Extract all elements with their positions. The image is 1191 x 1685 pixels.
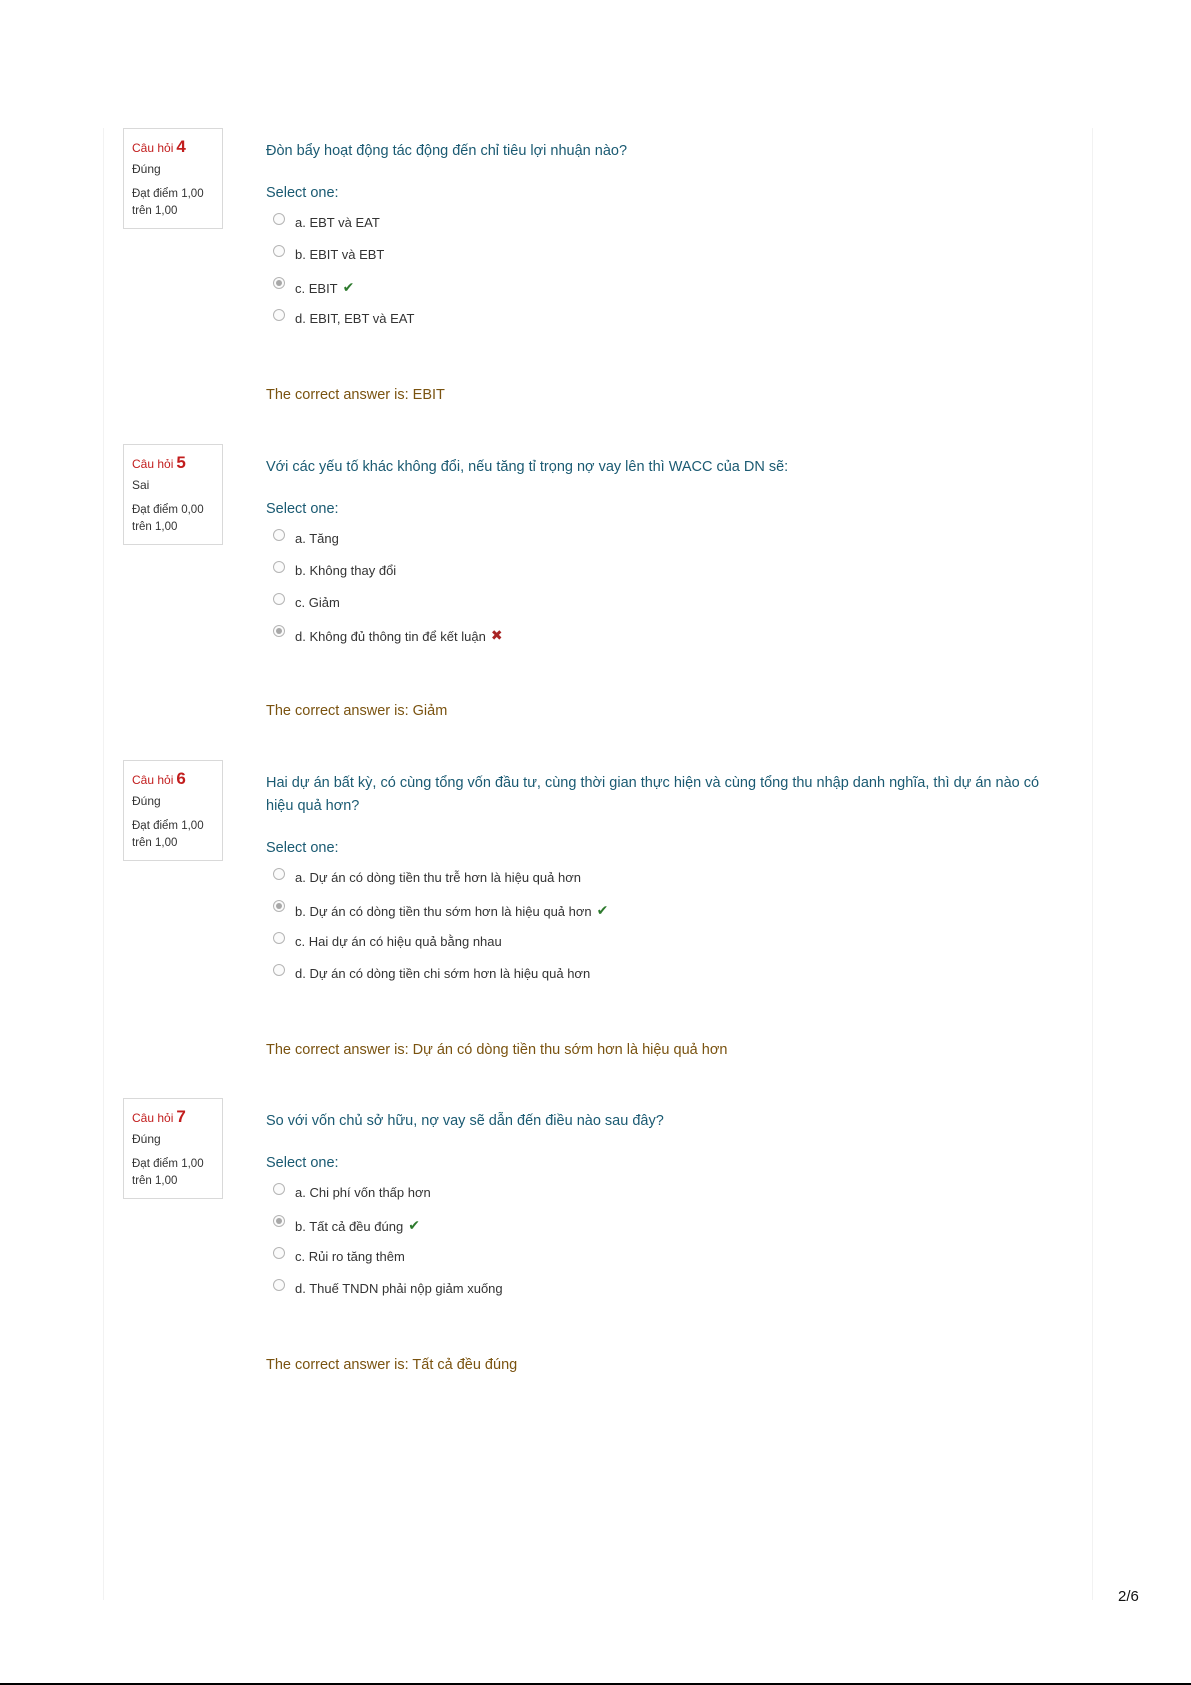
question-grade: Đạt điểm 1,00 trên 1,00 — [132, 820, 204, 849]
radio-button-selected[interactable] — [273, 625, 285, 637]
answer-option-c[interactable] — [266, 1241, 1056, 1273]
question-number — [132, 452, 222, 474]
question-number — [132, 1106, 222, 1128]
radio-button[interactable] — [273, 964, 285, 976]
question-label: Câu hỏi — [132, 141, 174, 155]
select-one-prompt: Select one: — [266, 840, 339, 856]
answer-option-a[interactable] — [266, 1177, 1056, 1209]
radio-button[interactable] — [273, 561, 285, 573]
question-content — [266, 444, 1056, 721]
check-icon: ✔ — [596, 902, 609, 918]
question-label: Câu hỏi — [132, 773, 174, 787]
answer-label: a. Dự án có dòng tiền thu trễ hơn là hiệu quả hơn — [295, 870, 581, 885]
answer-label: d. Dự án có dòng tiền chi sớm hơn là hiệu quả hơn — [295, 966, 591, 981]
question-grade: Đạt điểm 0,00 trên 1,00 — [132, 504, 204, 533]
answer-option-b[interactable] — [266, 555, 1056, 587]
check-icon: ✔ — [342, 279, 355, 295]
question-number-value: 6 — [176, 769, 186, 788]
answer-label: c. Rủi ro tăng thêm — [295, 1249, 405, 1264]
answer-option-c[interactable] — [266, 926, 1056, 958]
answer-label: a. Tăng — [295, 531, 339, 546]
question-info — [123, 444, 223, 545]
page-number: 2/6 — [1118, 1588, 1139, 1605]
question-state: Đúng — [132, 794, 161, 808]
select-one-prompt: Select one: — [266, 185, 339, 201]
radio-button[interactable] — [273, 245, 285, 257]
radio-button[interactable] — [273, 529, 285, 541]
radio-button[interactable] — [273, 1183, 285, 1195]
question-text: Hai dự án bất kỳ, có cùng tổng vốn đầu tư, cùng thời gian thực hiện và cùng tổng thu nhập danh nghĩa, thì dự án nào có hiệu quả hơn? — [266, 775, 1040, 814]
radio-button[interactable] — [273, 868, 285, 880]
answer-label: d. Không đủ thông tin để kết luận — [295, 629, 486, 644]
answer-label: d. Thuế TNDN phải nộp giảm xuống — [295, 1281, 503, 1296]
question-state: Đúng — [132, 1132, 161, 1146]
question-content — [266, 128, 1056, 405]
answer-option-d[interactable] — [266, 958, 1056, 990]
answer-list — [266, 523, 1056, 651]
answer-option-d[interactable] — [266, 303, 1056, 335]
question-number-value: 7 — [176, 1107, 186, 1126]
question-content — [266, 760, 1056, 1060]
answer-option-b[interactable] — [266, 1209, 1056, 1241]
check-icon: ✔ — [408, 1217, 420, 1233]
radio-button-selected[interactable] — [273, 277, 285, 289]
answer-label: c. EBIT — [295, 281, 338, 296]
question-text: So với vốn chủ sở hữu, nợ vay sẽ dẫn đến điều nào sau đây? — [266, 1113, 664, 1129]
correct-answer-text: The correct answer is: Tất cả đều đúng — [266, 1357, 518, 1373]
answer-label: c. Hai dự án có hiệu quả bằng nhau — [295, 934, 502, 949]
answer-option-b[interactable] — [266, 239, 1056, 271]
question-number-value: 5 — [176, 453, 186, 472]
radio-button[interactable] — [273, 1247, 285, 1259]
answer-option-a[interactable] — [266, 207, 1056, 239]
question-info — [123, 1098, 223, 1199]
answer-option-a[interactable] — [266, 523, 1056, 555]
answer-option-c[interactable] — [266, 587, 1056, 619]
answer-label: b. EBIT và EBT — [295, 247, 385, 262]
question-content — [266, 1098, 1056, 1375]
correct-answer-text: The correct answer is: Dự án có dòng tiền thu sớm hơn là hiệu quả hơn — [266, 1042, 728, 1058]
radio-button[interactable] — [273, 309, 285, 321]
answer-option-a[interactable] — [266, 862, 1056, 894]
answer-label: a. Chi phí vốn thấp hơn — [295, 1185, 431, 1200]
radio-button[interactable] — [273, 213, 285, 225]
question-info — [123, 128, 223, 229]
select-one-prompt: Select one: — [266, 1155, 339, 1171]
answer-list — [266, 862, 1056, 990]
answer-option-d[interactable] — [266, 619, 1056, 651]
correct-answer-text: The correct answer is: Giảm — [266, 703, 448, 719]
question-info — [123, 760, 223, 861]
question-text: Với các yếu tố khác không đổi, nếu tăng tỉ trọng nợ vay lên thì WACC của DN sẽ: — [266, 459, 789, 475]
correct-answer-text: The correct answer is: EBIT — [266, 387, 445, 403]
answer-label: c. Giảm — [295, 595, 340, 610]
question-state: Đúng — [132, 162, 161, 176]
answer-label: b. Không thay đổi — [295, 563, 397, 578]
answer-option-d[interactable] — [266, 1273, 1056, 1305]
answer-label: d. EBIT, EBT và EAT — [295, 311, 415, 326]
radio-button[interactable] — [273, 932, 285, 944]
question-grade: Đạt điểm 1,00 trên 1,00 — [132, 188, 204, 217]
answer-list — [266, 1177, 1056, 1305]
radio-button-selected[interactable] — [273, 1215, 285, 1227]
question-number-value: 4 — [176, 137, 186, 156]
radio-button[interactable] — [273, 593, 285, 605]
radio-button-selected[interactable] — [273, 900, 285, 912]
select-one-prompt: Select one: — [266, 501, 339, 517]
answer-label: b. Tất cả đều đúng — [295, 1219, 404, 1234]
question-number — [132, 136, 222, 158]
question-number — [132, 768, 222, 790]
answer-option-c[interactable] — [266, 271, 1056, 303]
answer-option-b[interactable] — [266, 894, 1056, 926]
answer-label: a. EBT và EAT — [295, 215, 380, 230]
question-text: Đòn bẩy hoạt động tác động đến chỉ tiêu lợi nhuận nào? — [266, 143, 628, 159]
radio-button[interactable] — [273, 1279, 285, 1291]
question-label: Câu hỏi — [132, 1111, 174, 1125]
cross-icon: ✖ — [490, 627, 503, 643]
question-label: Câu hỏi — [132, 457, 174, 471]
question-grade: Đạt điểm 1,00 trên 1,00 — [132, 1158, 204, 1187]
answer-list — [266, 207, 1056, 335]
question-state: Sai — [132, 478, 150, 492]
answer-label: b. Dự án có dòng tiền thu sớm hơn là hiệu quả hơn — [295, 904, 592, 919]
